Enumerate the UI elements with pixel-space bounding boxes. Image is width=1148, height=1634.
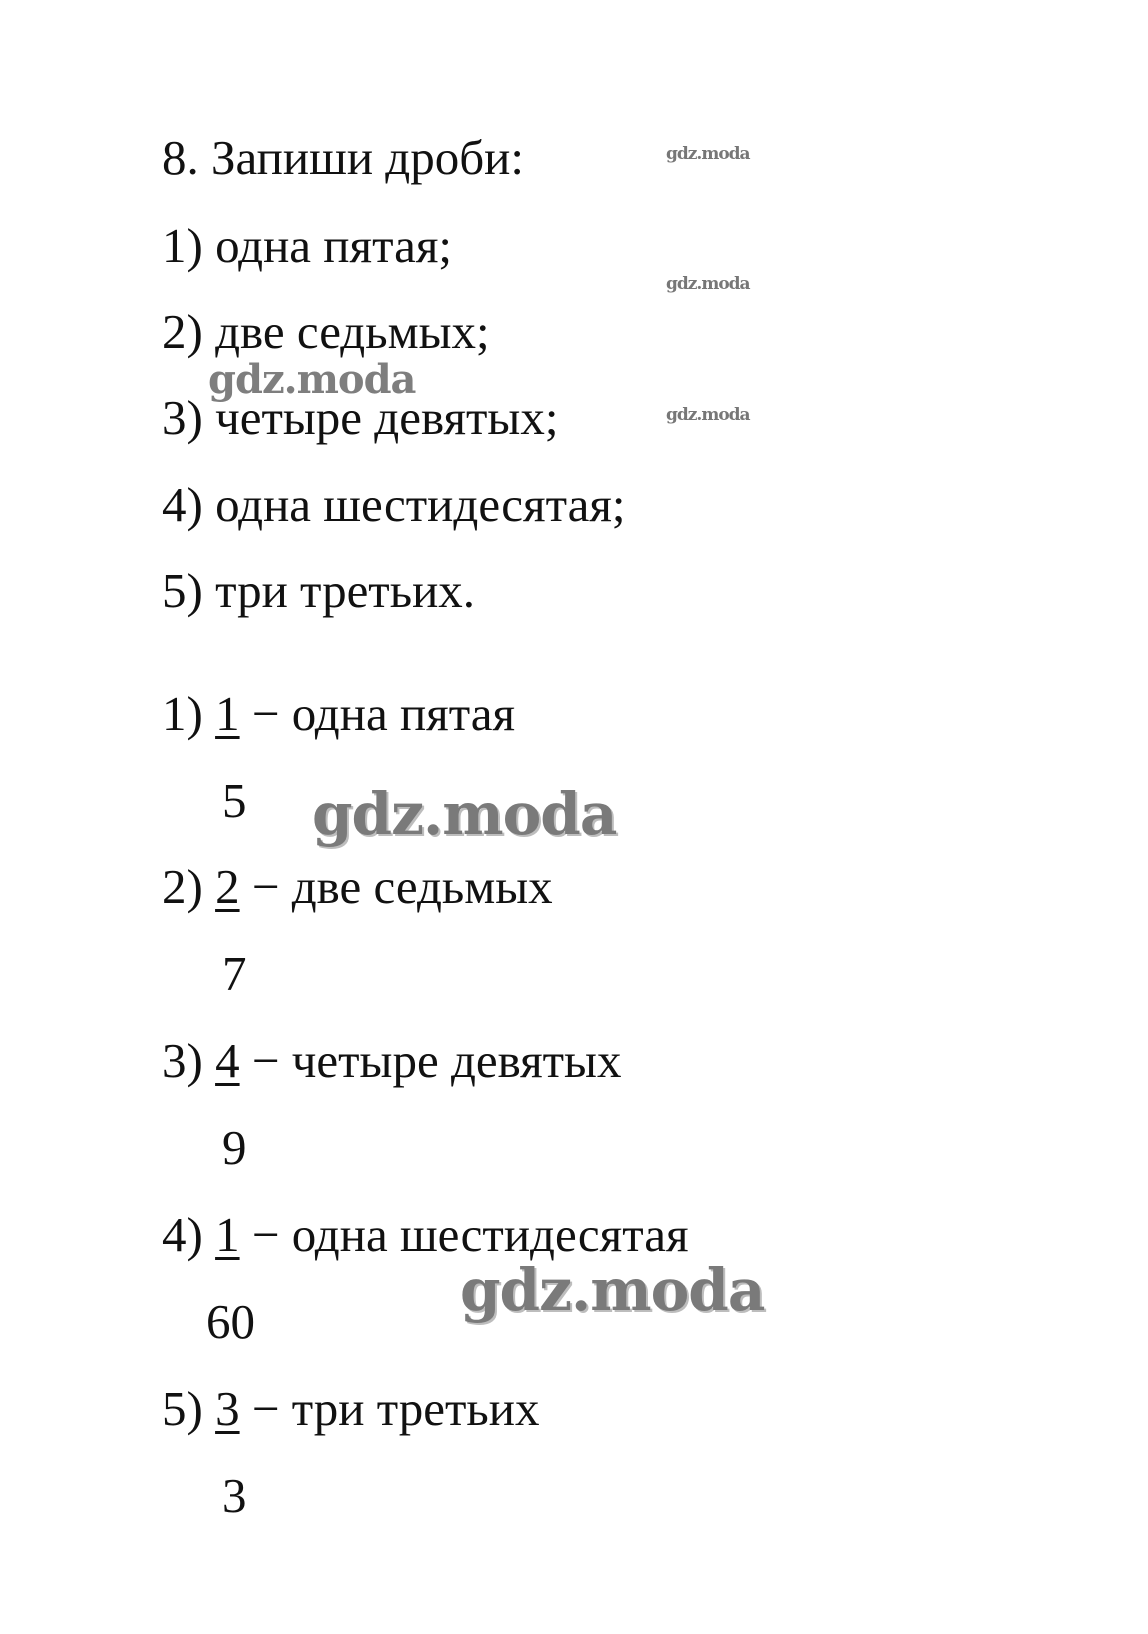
- answer-row: [162, 684, 515, 744]
- fraction-denominator: 7: [222, 946, 247, 1001]
- answer-text: − одна пятая: [251, 686, 516, 741]
- fraction-numerator: 4: [215, 1033, 240, 1088]
- fraction-numerator: 1: [215, 1207, 240, 1262]
- fraction-numerator: 2: [215, 859, 240, 914]
- watermark: gdz.moda: [666, 405, 750, 425]
- answer-index: 1): [162, 686, 203, 741]
- watermark: gdz.moda: [666, 144, 750, 164]
- answer-row: [162, 857, 553, 917]
- answer-index: 3): [162, 1033, 203, 1088]
- watermark: gdz.moda: [312, 780, 617, 848]
- task-title: 8. Запиши дроби:: [162, 130, 524, 185]
- answer-text: − три третьих: [251, 1381, 540, 1436]
- fraction-denominator: 5: [222, 773, 247, 828]
- task-item: 1) одна пятая;: [162, 218, 452, 273]
- fraction-denominator: 3: [222, 1468, 247, 1523]
- answer-index: 5): [162, 1381, 203, 1436]
- answer-text: − четыре девятых: [251, 1033, 622, 1088]
- task-item: 4) одна шестидесятая;: [162, 477, 626, 532]
- answer-row: [162, 1379, 539, 1439]
- watermark: gdz.moda: [208, 356, 416, 403]
- answer-index: 2): [162, 859, 203, 914]
- watermark: gdz.moda: [666, 274, 750, 294]
- fraction-numerator: 3: [215, 1381, 240, 1436]
- answer-index: 4): [162, 1207, 203, 1262]
- fraction-denominator: 9: [222, 1120, 247, 1175]
- task-item: 3) четыре девятых;: [162, 390, 559, 445]
- answer-row: [162, 1031, 621, 1091]
- watermark: gdz.moda: [460, 1256, 765, 1324]
- answer-text: − одна шестидесятая: [251, 1207, 689, 1262]
- task-item: 2) две седьмых;: [162, 304, 490, 359]
- fraction-denominator: 60: [206, 1294, 255, 1349]
- task-item: 5) три третьих.: [162, 563, 476, 618]
- answer-text: − две седьмых: [251, 859, 553, 914]
- fraction-numerator: 1: [215, 686, 240, 741]
